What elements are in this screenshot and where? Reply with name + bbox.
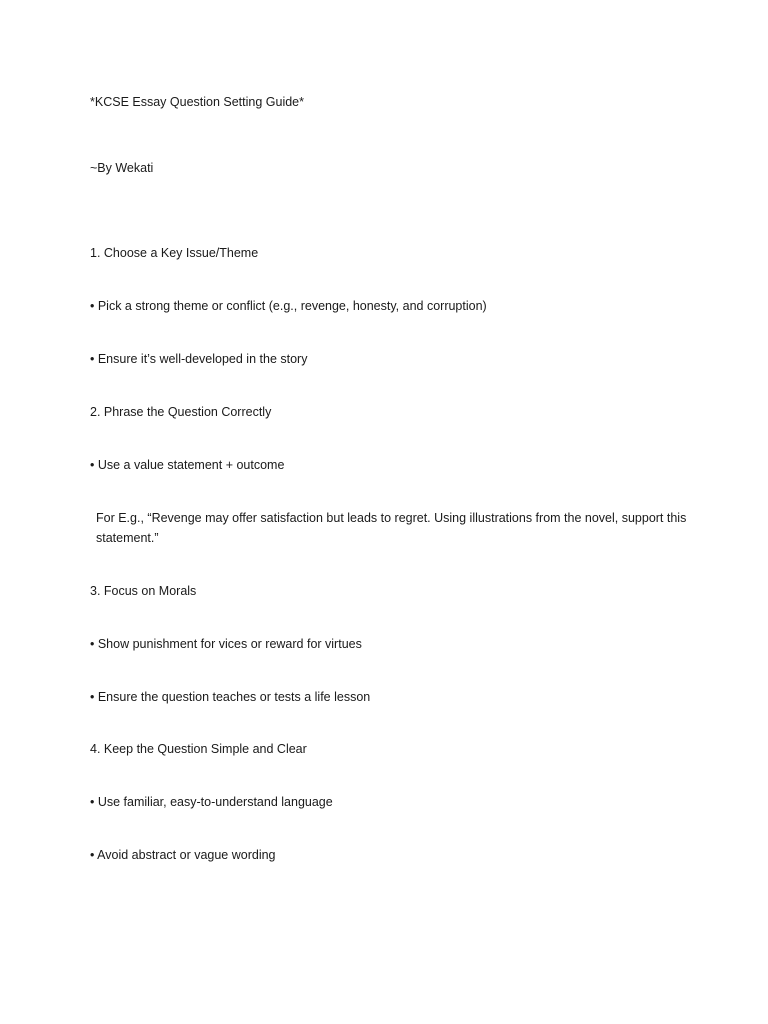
section-heading-2: 2. Phrase the Question Correctly bbox=[90, 405, 272, 419]
section-heading-4: 4. Keep the Question Simple and Clear bbox=[90, 742, 307, 756]
document-byline: ~By Wekati bbox=[90, 161, 154, 175]
section-heading-1: 1. Choose a Key Issue/Theme bbox=[90, 246, 259, 260]
bullet-item: • Ensure the question teaches or tests a life lesson bbox=[90, 690, 371, 704]
example-paragraph: For E.g., “Revenge may offer satisfaction but leads to regret. Using illustrations from the novel, support this statement.” bbox=[96, 511, 687, 545]
bullet-item: • Use familiar, easy-to-understand language bbox=[90, 795, 333, 809]
bullet-item: • Pick a strong theme or conflict (e.g., revenge, honesty, and corruption) bbox=[90, 299, 487, 313]
bullet-item: • Show punishment for vices or reward for virtues bbox=[90, 637, 362, 651]
document-title: *KCSE Essay Question Setting Guide* bbox=[90, 95, 305, 109]
bullet-item: • Use a value statement + outcome bbox=[90, 458, 285, 472]
bullet-item: • Avoid abstract or vague wording bbox=[90, 848, 276, 862]
bullet-item: • Ensure it’s well-developed in the story bbox=[90, 352, 308, 366]
section-heading-3: 3. Focus on Morals bbox=[90, 584, 197, 598]
